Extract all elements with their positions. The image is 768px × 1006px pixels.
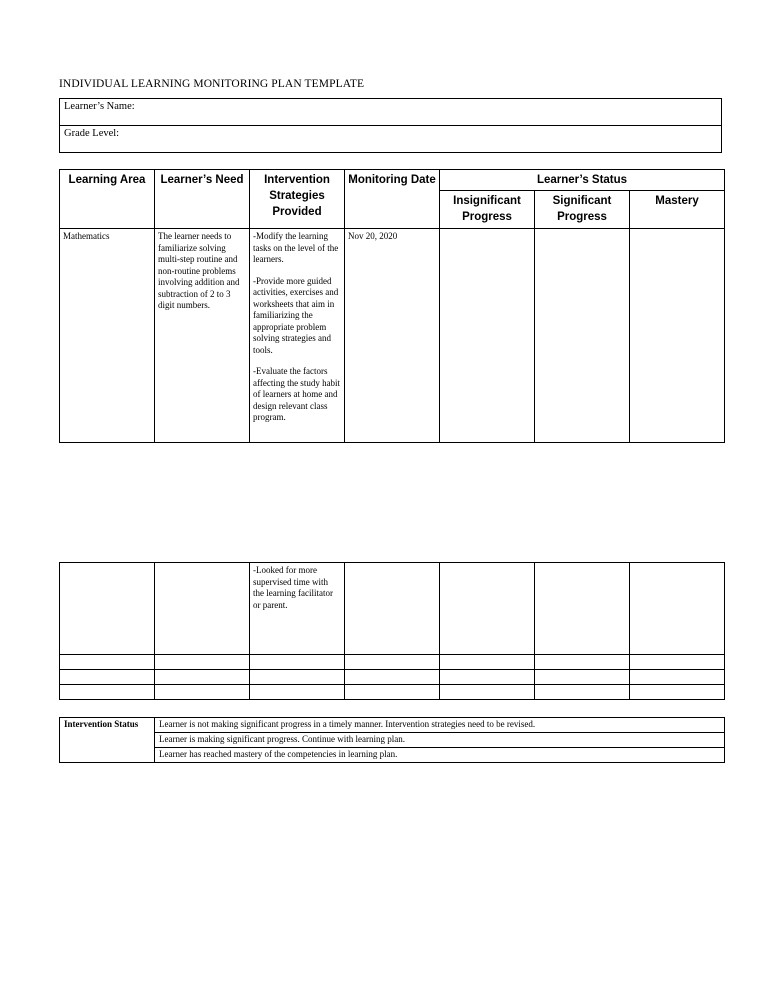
cell-learners-need[interactable] [155,563,250,655]
cell-monitoring-date[interactable] [345,563,440,655]
cell-empty[interactable] [345,670,440,685]
legend-item: Learner is not making significant progress in a timely manner. Intervention strategies need to be revised. [155,718,725,733]
intervention-item: -Provide more guided activities, exercises and worksheets that aim in familiarizing the appropriate problem solving strategies and tools. [253,275,339,355]
cell-empty[interactable] [250,685,345,700]
table-row [60,685,725,700]
monitoring-table-continued [59,562,725,700]
grade-level-field[interactable] [60,126,722,153]
cell-empty[interactable] [155,655,250,670]
cell-empty[interactable] [250,670,345,685]
table-row [60,670,725,685]
cell-empty[interactable] [250,655,345,670]
cell-empty[interactable] [630,655,725,670]
page-title: INDIVIDUAL LEARNING MONITORING PLAN TEMPLATE [59,78,365,90]
cell-empty[interactable] [60,655,155,670]
cell-mastery[interactable] [630,229,725,443]
legend-item: Learner has reached mastery of the competencies in learning plan. [155,748,725,763]
cell-empty[interactable] [440,655,535,670]
cell-empty[interactable] [630,670,725,685]
cell-empty[interactable] [535,655,630,670]
header-monitoring-date: Monitoring Date [345,170,440,229]
table-row [60,229,725,443]
cell-empty[interactable] [440,685,535,700]
cell-empty[interactable] [630,685,725,700]
legend-label: Intervention Status [60,718,155,763]
cell-empty[interactable] [60,670,155,685]
cell-insignificant-progress[interactable] [440,229,535,443]
learner-info-table [59,98,722,153]
cell-empty[interactable] [345,655,440,670]
cell-learners-need[interactable]: The learner needs to familiarize solving multi-step routine and non-routine problems involving addition and subtraction of 2 to 3 digit numbers. [155,229,250,443]
cell-empty[interactable] [60,685,155,700]
header-learners-status: Learner’s Status [440,170,725,191]
intervention-item: -Modify the learning tasks on the level of the learners. [253,231,339,264]
header-learners-need: Learner’s Need [155,170,250,229]
intervention-item: -Evaluate the factors affecting the study habit of learners at home and design relevant class program. [253,366,341,422]
cell-insignificant-progress[interactable] [440,563,535,655]
header-significant-progress: Significant Progress [535,191,630,229]
grade-level-label: Grade Level: [64,128,120,139]
cell-empty[interactable] [535,685,630,700]
cell-intervention[interactable]: -Looked for more supervised time with the learning facilitator or parent. [250,563,345,655]
table-row [60,655,725,670]
header-intervention: Intervention Strategies Provided [250,170,345,229]
learner-name-label: Learner’s Name: [64,101,135,112]
legend-item: Learner is making significant progress. Continue with learning plan. [155,733,725,748]
cell-empty[interactable] [155,670,250,685]
cell-mastery[interactable] [630,563,725,655]
cell-empty[interactable] [440,670,535,685]
intervention-status-legend [59,717,725,763]
cell-empty[interactable] [345,685,440,700]
monitoring-table [59,169,725,443]
cell-learning-area[interactable] [60,563,155,655]
cell-significant-progress[interactable] [535,563,630,655]
cell-monitoring-date[interactable]: Nov 20, 2020 [345,229,440,443]
cell-empty[interactable] [535,670,630,685]
cell-empty[interactable] [155,685,250,700]
cell-learning-area[interactable]: Mathematics [60,229,155,443]
cell-significant-progress[interactable] [535,229,630,443]
header-learning-area: Learning Area [60,170,155,229]
header-mastery: Mastery [630,191,725,229]
header-insignificant-progress: Insignificant Progress [440,191,535,229]
table-row [60,563,725,655]
learner-name-field[interactable] [60,99,722,126]
cell-intervention[interactable] [250,229,345,443]
